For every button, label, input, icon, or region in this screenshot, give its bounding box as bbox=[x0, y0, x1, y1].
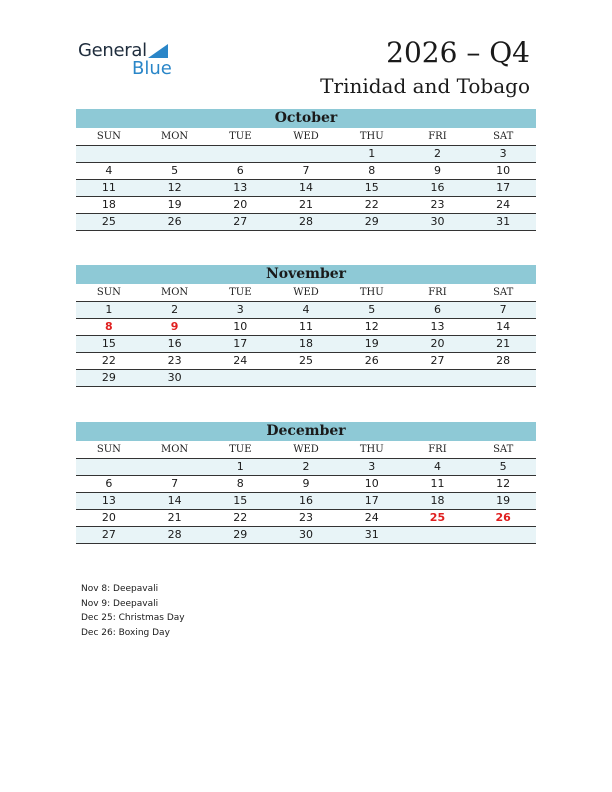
month-title: November bbox=[76, 265, 536, 284]
day-cell: 12 bbox=[167, 181, 182, 194]
day-cell: 31 bbox=[496, 215, 511, 228]
day-cell bbox=[207, 146, 273, 162]
day-cell: 5 bbox=[499, 460, 507, 473]
weekday-label: SUN bbox=[96, 444, 121, 455]
day-cell bbox=[470, 370, 536, 386]
day-cell: 15 bbox=[233, 494, 248, 507]
weekday-header-row bbox=[76, 284, 536, 302]
day-cell bbox=[273, 146, 339, 162]
day-cell: 15 bbox=[101, 337, 116, 350]
day-cell bbox=[339, 370, 405, 386]
month-december bbox=[76, 422, 536, 544]
day-cell: 11 bbox=[430, 477, 445, 490]
day-cell: 20 bbox=[430, 337, 445, 350]
week-row bbox=[76, 336, 536, 353]
weekday-label: MON bbox=[160, 131, 189, 142]
day-cell: 9 bbox=[302, 477, 310, 490]
day-cell bbox=[405, 370, 471, 386]
week-row bbox=[76, 197, 536, 214]
day-cell: 16 bbox=[299, 494, 314, 507]
holiday-note: Nov 9: Deepavali bbox=[81, 598, 159, 609]
week-row bbox=[76, 180, 536, 197]
day-cell: 6 bbox=[433, 303, 441, 316]
day-cell: 1 bbox=[105, 303, 113, 316]
day-cell: 20 bbox=[233, 198, 248, 211]
week-row bbox=[76, 476, 536, 493]
day-cell: 27 bbox=[233, 215, 248, 228]
weekday-header-row bbox=[76, 128, 536, 146]
week-row bbox=[76, 459, 536, 476]
day-cell: 31 bbox=[364, 528, 379, 541]
weekday-label: FRI bbox=[428, 444, 447, 455]
day-cell: 29 bbox=[364, 215, 379, 228]
weekday-label: FRI bbox=[428, 131, 447, 142]
day-cell: 17 bbox=[496, 181, 511, 194]
day-cell: 7 bbox=[171, 477, 179, 490]
day-cell: 17 bbox=[233, 337, 248, 350]
day-cell: 29 bbox=[233, 528, 248, 541]
week-row bbox=[76, 510, 536, 527]
weekday-label: MON bbox=[160, 287, 189, 298]
week-row bbox=[76, 353, 536, 370]
week-row bbox=[76, 302, 536, 319]
weekday-label: THU bbox=[359, 444, 384, 455]
day-cell: 3 bbox=[368, 460, 376, 473]
weekday-label: SUN bbox=[96, 131, 121, 142]
weekday-label: TUE bbox=[229, 444, 252, 455]
day-cell: 28 bbox=[299, 215, 314, 228]
day-cell: 27 bbox=[101, 528, 116, 541]
week-row bbox=[76, 319, 536, 336]
month-november bbox=[76, 265, 536, 387]
holiday-note: Dec 25: Christmas Day bbox=[81, 613, 185, 623]
day-cell bbox=[207, 370, 273, 386]
day-cell: 28 bbox=[496, 354, 511, 367]
day-cell bbox=[76, 459, 142, 475]
week-row bbox=[76, 493, 536, 510]
day-cell: 1 bbox=[368, 147, 376, 160]
day-cell: 23 bbox=[299, 511, 314, 524]
day-cell: 14 bbox=[167, 494, 182, 507]
day-cell: 21 bbox=[299, 198, 314, 211]
day-cell: 16 bbox=[430, 181, 445, 194]
week-row bbox=[76, 163, 536, 180]
day-cell: 29 bbox=[101, 371, 116, 384]
day-cell: 6 bbox=[236, 164, 244, 177]
logo-triangle-icon bbox=[148, 44, 168, 58]
holiday-day-cell: 25 bbox=[429, 511, 446, 524]
day-cell: 17 bbox=[364, 494, 379, 507]
day-cell bbox=[405, 527, 471, 543]
day-cell: 14 bbox=[299, 181, 314, 194]
day-cell bbox=[76, 146, 142, 162]
weekday-label: SAT bbox=[493, 444, 514, 455]
week-row bbox=[76, 214, 536, 231]
day-cell: 10 bbox=[496, 164, 511, 177]
day-cell: 21 bbox=[496, 337, 511, 350]
weekday-label: THU bbox=[359, 287, 384, 298]
day-cell: 6 bbox=[105, 477, 113, 490]
week-row bbox=[76, 370, 536, 387]
day-cell: 30 bbox=[299, 528, 314, 541]
holiday-notes bbox=[81, 582, 185, 640]
weekday-label: SUN bbox=[96, 287, 121, 298]
weekday-label: WED bbox=[293, 287, 319, 298]
weekday-label: TUE bbox=[229, 287, 252, 298]
day-cell: 23 bbox=[430, 198, 445, 211]
day-cell: 4 bbox=[302, 303, 310, 316]
weekday-label: SAT bbox=[493, 131, 514, 142]
day-cell: 27 bbox=[430, 354, 445, 367]
day-cell: 15 bbox=[364, 181, 379, 194]
day-cell: 24 bbox=[364, 511, 379, 524]
weekday-label: MON bbox=[160, 444, 189, 455]
day-cell: 10 bbox=[364, 477, 379, 490]
week-row bbox=[76, 146, 536, 163]
weekday-label: SAT bbox=[493, 287, 514, 298]
holiday-note: Nov 8: Deepavali bbox=[81, 584, 159, 594]
day-cell: 11 bbox=[101, 181, 116, 194]
day-cell: 25 bbox=[101, 215, 116, 228]
day-cell: 3 bbox=[236, 303, 244, 316]
month-title: December bbox=[76, 422, 536, 441]
day-cell bbox=[142, 459, 208, 475]
day-cell: 16 bbox=[167, 337, 182, 350]
day-cell: 14 bbox=[496, 320, 511, 333]
day-cell: 26 bbox=[167, 215, 182, 228]
day-cell bbox=[470, 527, 536, 543]
day-cell: 22 bbox=[364, 198, 379, 211]
day-cell: 28 bbox=[167, 528, 182, 541]
weekday-label: WED bbox=[293, 444, 319, 455]
day-cell: 5 bbox=[171, 164, 179, 177]
day-cell: 24 bbox=[233, 354, 248, 367]
weekday-label: FRI bbox=[428, 287, 447, 298]
logo-blue-text: Blue bbox=[132, 58, 172, 79]
day-cell: 22 bbox=[101, 354, 116, 367]
month-october bbox=[76, 109, 536, 231]
day-cell: 26 bbox=[364, 354, 379, 367]
day-cell: 5 bbox=[368, 303, 376, 316]
day-cell: 30 bbox=[167, 371, 182, 384]
day-cell: 19 bbox=[364, 337, 379, 350]
day-cell: 7 bbox=[302, 164, 310, 177]
day-cell: 23 bbox=[167, 354, 182, 367]
day-cell: 20 bbox=[101, 511, 116, 524]
day-cell: 4 bbox=[433, 460, 441, 473]
day-cell: 8 bbox=[368, 164, 376, 177]
day-cell: 30 bbox=[430, 215, 445, 228]
day-cell: 21 bbox=[167, 511, 182, 524]
page-title: 2026 – Q4 bbox=[386, 36, 530, 69]
day-cell: 18 bbox=[299, 337, 314, 350]
day-cell bbox=[273, 370, 339, 386]
day-cell: 10 bbox=[233, 320, 248, 333]
day-cell: 11 bbox=[299, 320, 314, 333]
weekday-label: THU bbox=[359, 131, 384, 142]
day-cell: 22 bbox=[233, 511, 248, 524]
day-cell: 3 bbox=[499, 147, 507, 160]
country-name: Trinidad and Tobago bbox=[320, 74, 530, 98]
day-cell: 9 bbox=[433, 164, 441, 177]
day-cell: 1 bbox=[236, 460, 244, 473]
holiday-day-cell: 9 bbox=[170, 320, 179, 333]
day-cell: 18 bbox=[101, 198, 116, 211]
day-cell: 13 bbox=[101, 494, 116, 507]
day-cell: 12 bbox=[496, 477, 511, 490]
day-cell: 2 bbox=[302, 460, 310, 473]
day-cell bbox=[142, 146, 208, 162]
day-cell: 13 bbox=[430, 320, 445, 333]
weekday-header-row bbox=[76, 441, 536, 459]
day-cell: 25 bbox=[299, 354, 314, 367]
holiday-note: Dec 26: Boxing Day bbox=[81, 627, 170, 638]
week-row bbox=[76, 527, 536, 544]
day-cell: 18 bbox=[430, 494, 445, 507]
day-cell: 7 bbox=[499, 303, 507, 316]
day-cell: 4 bbox=[105, 164, 113, 177]
holiday-day-cell: 8 bbox=[105, 320, 113, 333]
day-cell: 2 bbox=[433, 147, 441, 160]
weekday-label: TUE bbox=[229, 131, 252, 142]
day-cell: 19 bbox=[167, 198, 182, 211]
holiday-day-cell: 26 bbox=[495, 511, 511, 524]
logo bbox=[78, 40, 172, 79]
day-cell: 8 bbox=[236, 477, 244, 490]
day-cell: 24 bbox=[496, 198, 511, 211]
day-cell: 2 bbox=[171, 303, 179, 316]
day-cell: 12 bbox=[364, 320, 379, 333]
weekday-label: WED bbox=[293, 131, 319, 142]
logo-general-text: General bbox=[78, 40, 147, 61]
month-title: October bbox=[76, 109, 536, 128]
day-cell: 13 bbox=[233, 181, 248, 194]
day-cell: 19 bbox=[496, 494, 511, 507]
